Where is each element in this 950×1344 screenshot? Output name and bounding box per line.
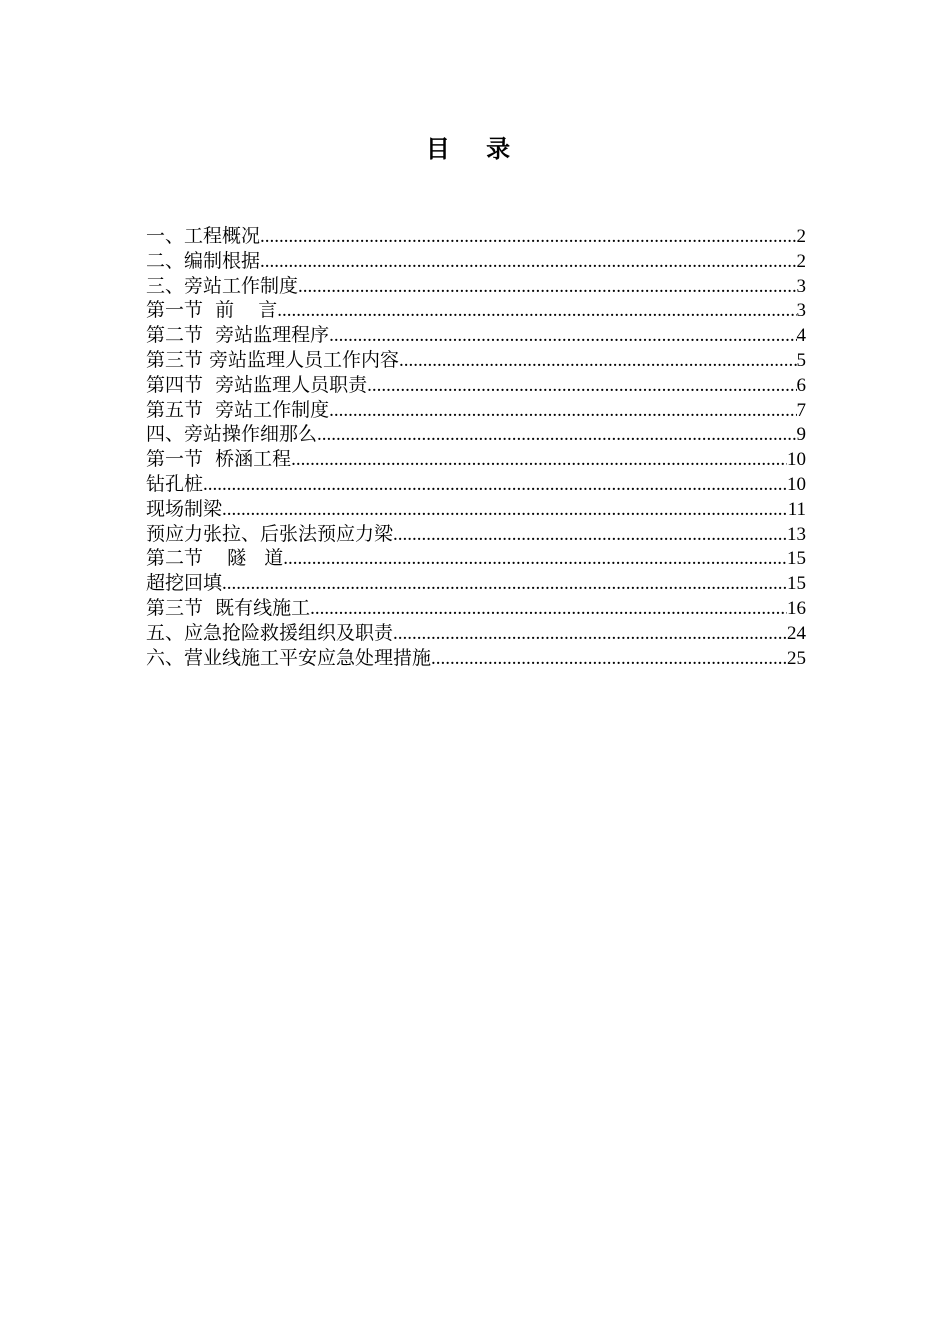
table-of-contents [146,224,806,670]
toc-entry-title: 第二节 旁站监理程序 [146,324,330,347]
toc-entry-title: 超挖回填 [146,572,223,595]
toc-entry-title: 五、应急抢险救援组织及职责 [146,621,394,644]
toc-page-number: 2 [796,226,806,247]
toc-page-number: 9 [796,424,806,446]
toc-dot-leader [277,299,796,323]
toc-entry[interactable] [146,348,806,373]
toc-page-number: 3 [796,300,806,322]
toc-entry[interactable] [146,422,806,447]
toc-entry-title: 一、工程概况 [146,225,261,247]
toc-page-number: 13 [787,523,806,545]
toc-entry-title: 第三节 既有线施工 [146,596,311,619]
toc-dot-leader [283,547,787,571]
toc-entry[interactable] [146,373,806,398]
toc-dot-leader [329,399,796,423]
toc-entry[interactable] [146,546,806,571]
toc-page-number: 24 [787,622,806,644]
toc-entry-title: 第一节 前 言 [146,299,278,322]
toc-dot-leader [260,225,796,249]
toc-page-number: 6 [796,374,806,396]
toc-entry[interactable] [146,224,806,249]
toc-dot-leader [393,622,787,646]
toc-entry[interactable] [146,323,806,348]
toc-entry-title: 四、旁站操作细那么 [146,423,318,446]
toc-dot-leader [298,275,796,299]
toc-entry[interactable] [146,447,806,472]
toc-page-number: 2 [796,250,806,272]
toc-entry[interactable] [146,298,806,323]
toc-entry-title: 预应力张拉、后张法预应力梁 [146,522,394,545]
toc-entry[interactable] [146,621,806,646]
toc-dot-leader [317,423,796,447]
toc-page-number: 15 [787,573,806,595]
toc-entry[interactable] [146,497,806,522]
toc-entry[interactable] [146,646,806,671]
toc-page-number: 15 [787,548,806,570]
toc-dot-leader [203,473,787,497]
toc-entry[interactable] [146,472,806,497]
toc-title: 目 录 [425,134,525,163]
toc-entry-title: 现场制梁 [146,497,223,520]
toc-page-number: 11 [787,498,806,520]
toc-entry[interactable] [146,596,806,621]
toc-dot-leader [222,572,787,596]
toc-entry[interactable] [146,398,806,423]
toc-dot-leader [393,523,787,547]
toc-entry-title: 第四节 旁站监理人员职责 [146,373,368,396]
toc-entry-title: 第三节 旁站监理人员工作内容 [146,348,400,371]
toc-dot-leader [399,349,796,373]
toc-page-number: 4 [796,325,806,347]
toc-entry-title: 第二节 隧 道 [146,547,284,570]
toc-page-number: 5 [796,349,806,371]
toc-page-number: 16 [787,597,806,619]
toc-entry-title: 第五节 旁站工作制度 [146,398,330,421]
toc-entry[interactable] [146,571,806,596]
toc-dot-leader [260,250,796,274]
toc-page-number: 10 [787,449,806,471]
toc-page-number: 7 [796,399,806,421]
toc-entry[interactable] [146,274,806,299]
toc-dot-leader [291,448,787,472]
toc-entry-title: 三、旁站工作制度 [146,274,299,297]
toc-dot-leader [222,498,788,522]
toc-dot-leader [431,647,787,671]
toc-entry-title: 六、营业线施工平安应急处理措施 [146,646,432,669]
toc-entry-title: 二、编制根据 [146,249,261,272]
toc-dot-leader [367,374,796,398]
toc-dot-leader [329,324,796,348]
toc-entry-title: 第一节 桥涵工程 [146,448,292,471]
toc-entry[interactable] [146,249,806,274]
toc-entry[interactable] [146,522,806,547]
toc-page-number: 25 [787,647,806,669]
toc-entry-title: 钻孔桩 [146,472,204,495]
toc-page-number: 3 [796,275,806,297]
toc-dot-leader [310,597,787,621]
toc-page-number: 10 [787,473,806,495]
